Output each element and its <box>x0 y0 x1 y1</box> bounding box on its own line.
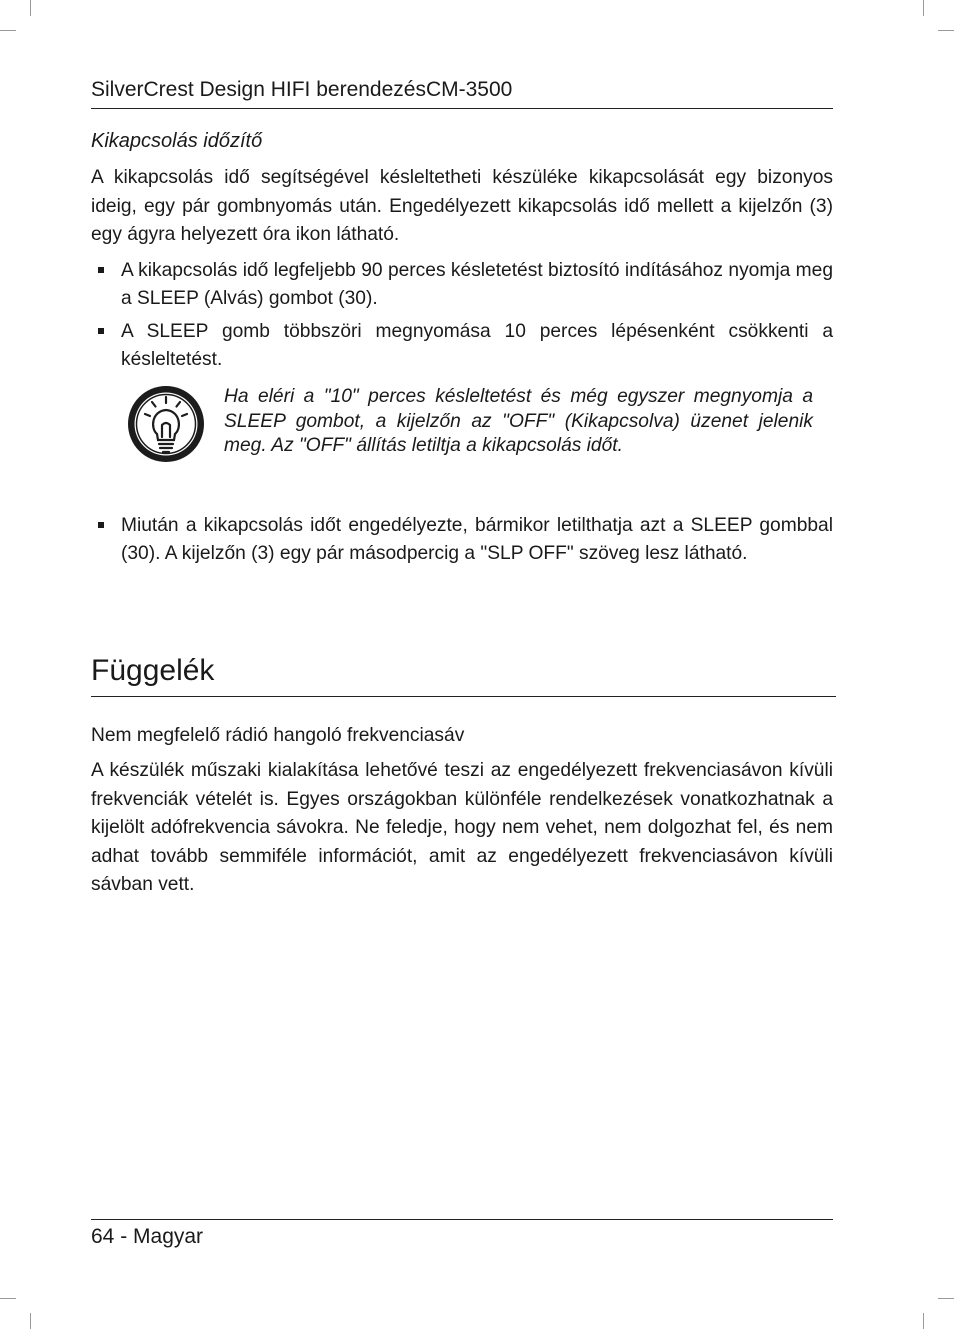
lightbulb-icon <box>126 384 206 464</box>
list-item <box>91 318 833 373</box>
list-item <box>91 257 833 312</box>
list-item <box>91 512 833 567</box>
crop-mark <box>938 30 954 31</box>
chapter-title: Függelék <box>91 652 836 697</box>
crop-mark <box>30 0 31 16</box>
crop-mark <box>923 0 924 16</box>
crop-mark <box>0 1298 16 1299</box>
list-item-text: A kikapcsolás idő legfeljebb 90 perces késletetést biztosító indításához nyomja meg a SLEEP (Alvás) gombot (30). <box>121 260 833 309</box>
bullet-marker <box>91 257 121 312</box>
appendix-text: A készülék műszaki kialakítása lehetővé teszi az engedélyezett frekvenciasávon kívüli frekvenciák vételét is. Egyes országokban különféle rendelkezések vonatkozhatnak a kijelölt adófrekvencia sávokra. Ne feledje, hogy nem vehet, nem dolgozhat fel, és nem adhat tovább semmiféle információt, amit az engedélyezett frekvenciasávon kívüli sávban vett. <box>91 760 833 896</box>
crop-mark <box>938 1298 954 1299</box>
page-footer: 64 - Magyar <box>91 1219 833 1250</box>
section-intro: A kikapcsolás idő segítségével késleltetheti készüléke kikapcsolását egy bizonyos ideig, egy pár gombnyomás után. Engedélyezett kikapcsolás idő mellett a kijelzőn (3) egy ágyra helyezett óra ikon látható. <box>91 167 833 246</box>
crop-mark <box>0 30 16 31</box>
list-item-text: A SLEEP gomb többszöri megnyomása 10 perces lépésenként csökkenti a késleltetést. <box>121 321 833 370</box>
list-item-text: Miután a kikapcsolás időt engedélyezte, bármikor letilthatja azt a SLEEP gombbal (30). A kijelzőn (3) egy pár másodpercig a "SLP OFF" szöveg lesz látható. <box>121 515 833 564</box>
section-title: Kikapcsolás időzítő <box>91 130 263 152</box>
appendix-subtitle: Nem megfelelő rádió hangoló frekvenciasáv <box>91 725 465 746</box>
crop-mark <box>923 1313 924 1329</box>
bullet-marker <box>91 318 121 373</box>
bullet-marker <box>91 512 121 567</box>
tip-note: Ha eléri a "10" perces késleltetést és még egyszer megnyomja a SLEEP gombot, a kijelzőn az "OFF" (Kikapcsolva) üzenet jelenik meg. Az "OFF" állítás letiltja a kikapcsolás időt. <box>224 386 813 456</box>
crop-mark <box>30 1313 31 1329</box>
page-header: SilverCrest Design HIFI berendezésCM-3500 <box>91 78 833 109</box>
